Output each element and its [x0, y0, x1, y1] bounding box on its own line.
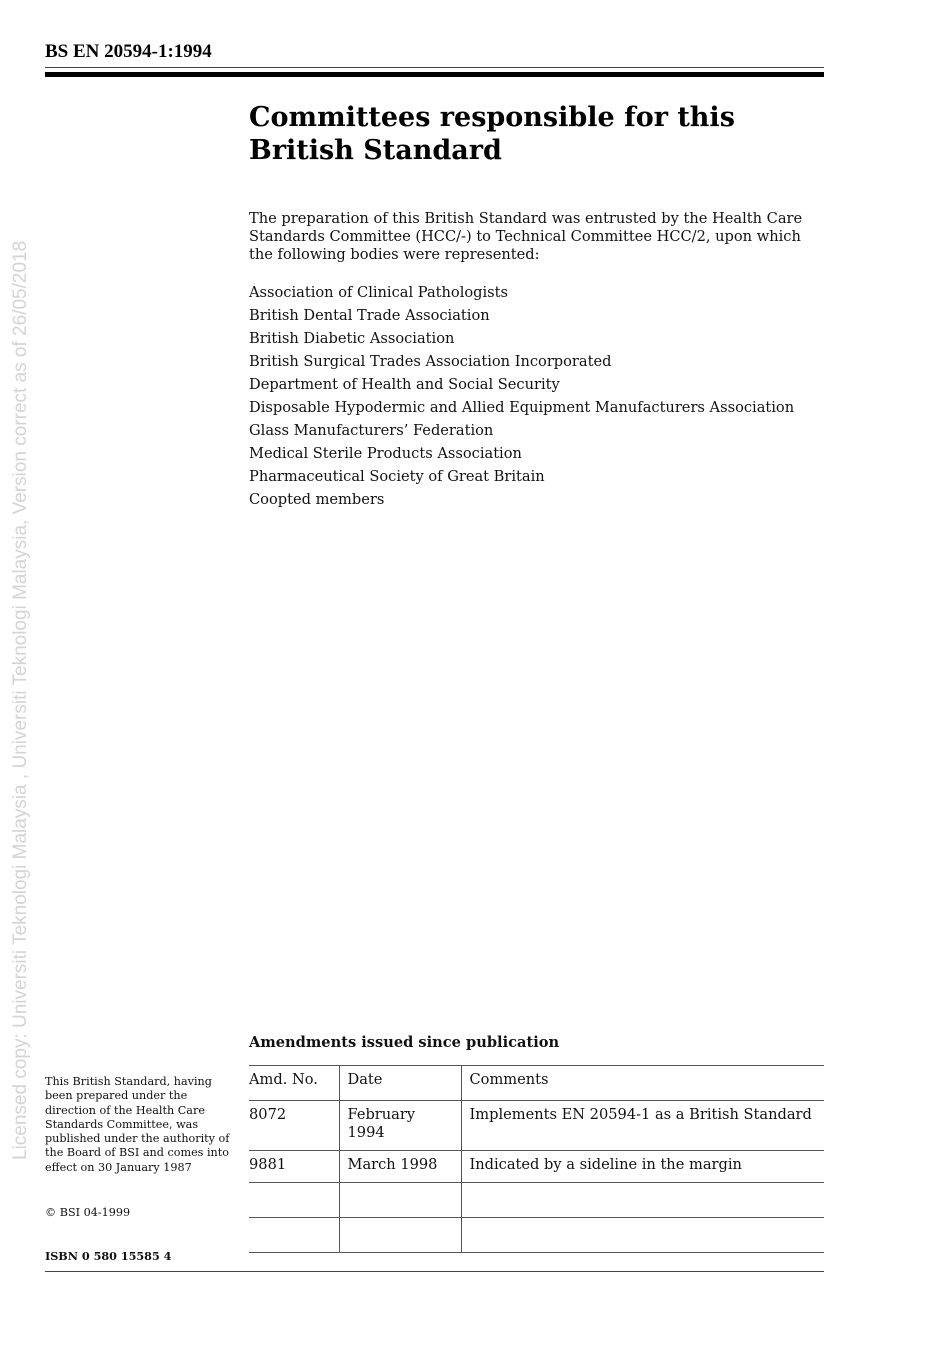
header-rule-thick — [45, 72, 824, 77]
amd-no-cell: 8072 — [249, 1101, 339, 1151]
column-header-amd-no: Amd. No. — [249, 1066, 339, 1101]
list-item: Glass Manufacturers’ Federation — [249, 422, 494, 439]
empty-cell — [249, 1218, 339, 1253]
empty-cell — [461, 1218, 824, 1253]
represented-bodies-list — [249, 281, 794, 511]
table-row — [249, 1101, 824, 1151]
intro-paragraph: The preparation of this British Standard was entrusted by the Health Care Standards Committee (HCC/-) to Technical Committee HCC/2, upon which the following bodies were represented: — [249, 210, 803, 263]
comments-cell: Implements EN 20594-1 as a British Standard — [461, 1101, 824, 1151]
column-header-comments: Comments — [461, 1066, 824, 1101]
list-item: Medical Sterile Products Association — [249, 445, 522, 462]
standard-code: BS EN 20594-1:1994 — [45, 41, 212, 62]
list-item: British Dental Trade Association — [249, 307, 490, 324]
header-rule-thin — [45, 67, 824, 68]
empty-table-row — [249, 1183, 824, 1218]
isbn: ISBN 0 580 15585 4 — [45, 1249, 172, 1263]
amd-no-cell: 9881 — [249, 1151, 339, 1183]
amendments-table — [249, 1065, 824, 1253]
date-cell: March 1998 — [339, 1151, 461, 1183]
footer-rule — [45, 1271, 824, 1272]
page-title: Committees responsible for this British Standard — [249, 102, 735, 166]
column-header-date: Date — [339, 1066, 461, 1101]
copyright-notice: © BSI 04-1999 — [45, 1206, 131, 1219]
amendments-heading: Amendments issued since publication — [249, 1034, 560, 1051]
list-item: Pharmaceutical Society of Great Britain — [249, 468, 545, 485]
table-row — [249, 1151, 824, 1183]
license-watermark: Licensed copy: Universiti Teknologi Malaysia , Universiti Teknologi Malaysia, Version correct as of 26/05/2018 — [10, 240, 31, 1160]
list-item: Coopted members — [249, 491, 385, 508]
list-item: British Surgical Trades Association Incorporated — [249, 353, 612, 370]
list-item: Association of Clinical Pathologists — [249, 284, 508, 301]
empty-cell — [461, 1183, 824, 1218]
empty-cell — [339, 1218, 461, 1253]
list-item: British Diabetic Association — [249, 330, 455, 347]
date-cell: February 1994 — [339, 1101, 461, 1151]
publication-note: This British Standard, having been prepared under the direction of the Health Care Standards Committee, was published under the authority of the Board of BSI and comes into effect on 30 January 1987 — [45, 1075, 230, 1174]
empty-table-row — [249, 1218, 824, 1253]
table-header-row — [249, 1066, 824, 1101]
empty-cell — [249, 1183, 339, 1218]
list-item: Disposable Hypodermic and Allied Equipment Manufacturers Association — [249, 399, 795, 416]
list-item: Department of Health and Social Security — [249, 376, 560, 393]
comments-cell: Indicated by a sideline in the margin — [461, 1151, 824, 1183]
empty-cell — [339, 1183, 461, 1218]
